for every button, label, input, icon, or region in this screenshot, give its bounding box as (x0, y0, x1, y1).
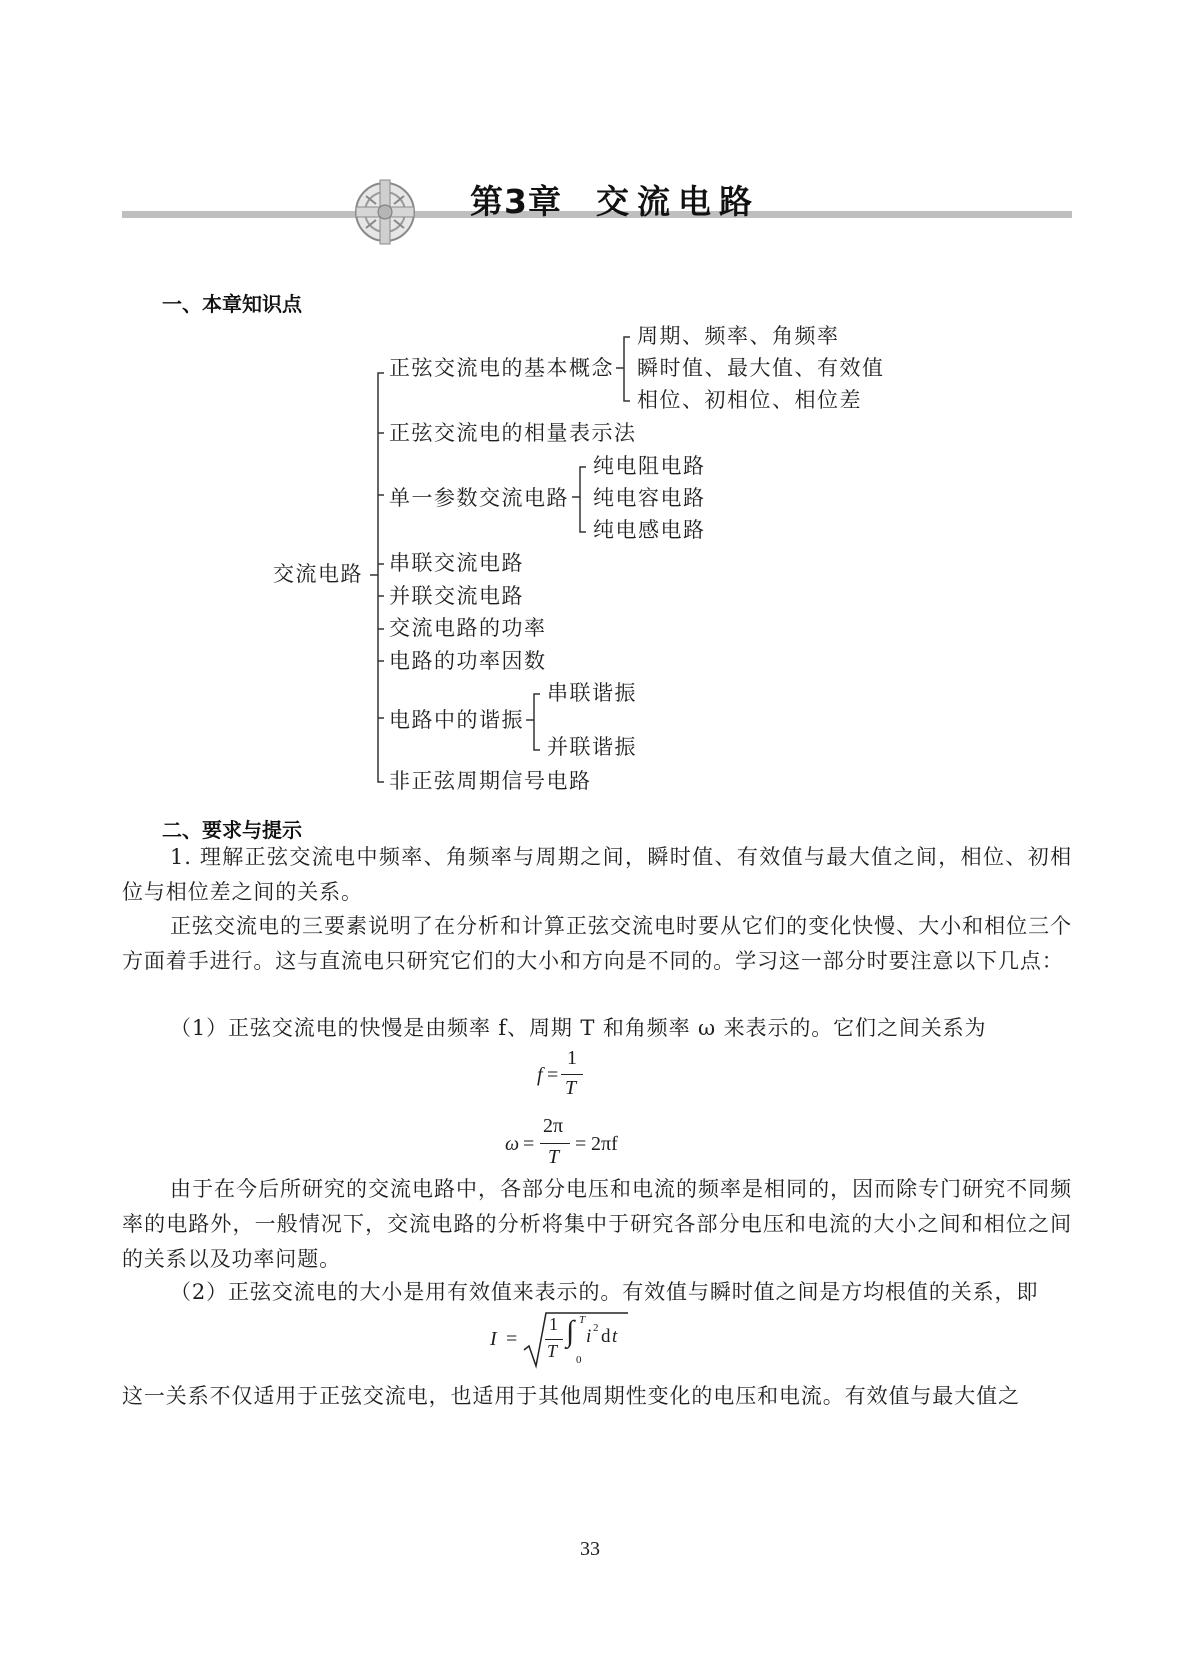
formula-rhs: 2πf (591, 1133, 618, 1155)
formula-denominator: T (565, 1077, 577, 1099)
tree-item: 正弦交流电的相量表示法 (389, 421, 637, 445)
formula-numerator: 1 (549, 1314, 558, 1334)
tree-item: 交流电路的功率 (389, 616, 547, 640)
paragraph: 1. 理解正弦交流电中频率、角频率与周期之间，瞬时值、有效值与最大值之间，相位、初相位与相位差之间的关系。 (122, 845, 1072, 904)
chapter-title (470, 176, 760, 223)
fraction-bar (540, 1143, 570, 1144)
paragraph: 由于在今后所研究的交流电路中，各部分电压和电流的频率是相同的，因而除专门研究不同频率的电路外，一般情况下，交流电路的分析将集中于研究各部分电压和电流的大小之间和相位之间的关系以及功率问题。 (122, 1177, 1072, 1271)
section-heading-requirements: 二、要求与提示 (162, 818, 302, 842)
fraction-bar (561, 1074, 583, 1075)
chapter-number: 第3章 (470, 182, 562, 221)
tree-subitem: 串联谐振 (547, 681, 637, 705)
formula-eq: = (506, 1328, 518, 1350)
formula-lhs: I (490, 1328, 497, 1350)
formula-numerator: 2π (543, 1115, 564, 1137)
formula-eq: = (575, 1133, 587, 1155)
formula-differential: d (601, 1326, 611, 1347)
tree-item: 非正弦周期信号电路 (389, 769, 592, 793)
formula-exponent: 2 (593, 1322, 599, 1334)
formula-variable: t (612, 1326, 618, 1347)
formula-eq: = (547, 1064, 559, 1086)
paragraph: （2）正弦交流电的大小是用有效值来表示的。有效值与瞬时值之间是方均根值的关系，即 (170, 1280, 1039, 1304)
formula-numerator: 1 (567, 1047, 577, 1069)
formula-frequency (537, 1047, 617, 1111)
paragraph: （1）正弦交流电的快慢是由频率 f、周期 T 和角频率 ω 来表示的。它们之间关系为 (170, 1016, 987, 1040)
tree-item: 电路的功率因数 (389, 649, 547, 673)
tree-item: 并联交流电路 (389, 584, 524, 608)
tree-subitem: 周期、频率、角频率 (637, 324, 840, 348)
formula-denominator: T (547, 1341, 558, 1361)
formula-denominator: T (548, 1146, 560, 1168)
paragraph: 这一关系不仅适用于正弦交流电，也适用于其他周期性变化的电压和电流。有效值与最大值之 (122, 1384, 1020, 1408)
integral-sign: ∫ (566, 1315, 575, 1348)
tree-item: 正弦交流电的基本概念 (389, 356, 614, 380)
chapter-name: 交流电路 (595, 182, 760, 221)
section-heading-knowledge: 一、本章知识点 (162, 292, 302, 316)
tree-subitem: 相位、初相位、相位差 (637, 388, 862, 412)
formula-upper-limit: T (579, 1314, 586, 1326)
tree-subitem: 纯电感电路 (593, 518, 706, 542)
formula-rms (490, 1310, 640, 1376)
page-number: 33 (580, 1538, 600, 1560)
tree-subitem: 瞬时值、最大值、有效值 (637, 356, 885, 380)
tree-item: 单一参数交流电路 (389, 486, 569, 510)
fraction-bar (545, 1339, 563, 1340)
formula-lhs: f (537, 1064, 543, 1086)
tree-item: 电路中的谐振 (389, 708, 524, 732)
tree-root: 交流电路 (273, 562, 363, 586)
tree-item: 串联交流电路 (389, 551, 524, 575)
paragraph: 正弦交流电的三要素说明了在分析和计算正弦交流电时要从它们的变化快慢、大小和相位三个方面着手进行。这与直流电只研究它们的大小和方向是不同的。学习这一部分时要注意以下几点： (122, 914, 1072, 973)
formula-integrand: i (586, 1326, 592, 1347)
formula-lower-limit: 0 (576, 1354, 582, 1366)
tree-subitem: 并联谐振 (547, 735, 637, 759)
formula-eq: = (523, 1133, 535, 1155)
tree-subitem: 纯电容电路 (593, 486, 706, 510)
chapter-emblem-icon (352, 176, 418, 248)
tree-subitem: 纯电阻电路 (593, 454, 706, 478)
formula-lhs: ω (505, 1133, 520, 1155)
